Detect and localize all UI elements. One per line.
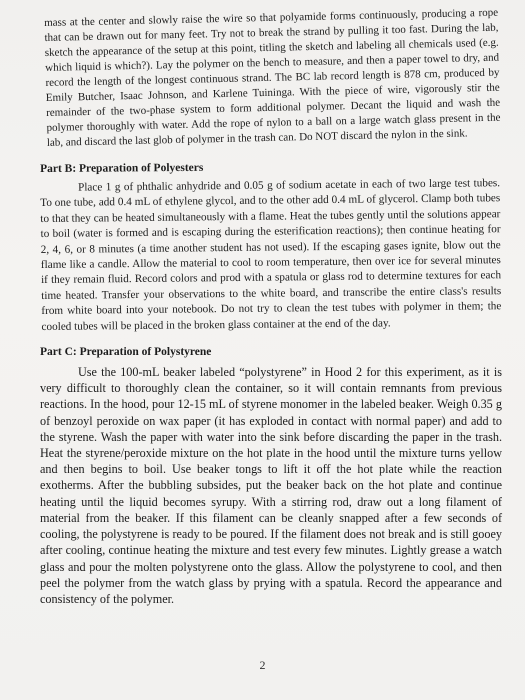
page-number: 2 (259, 658, 266, 672)
part-b-heading: Part B: Preparation of Polyesters (40, 161, 204, 175)
part-c-paragraph (40, 364, 502, 607)
part-b-text: Place 1 g of phthalic anhydride and 0.05 g of sodium acetate in each of two large test tubes. To one tube, add 0.4 mL of ethylene glycol, and to the other add 0.4 mL of glycerol. Clamp both tubes to that they can be heated simultaneously with a flame. Heat the tubes gently until the solutions appear to boil (water is formed and is escaping during the esterification reactions); then continue heating for 2, 4, 6, or 8 minutes (a time another student has not used). If the escaping gases ignite, blow out the flame like a candle. Allow the material to cool to room temperature, then over ice for several minutes if they remain fluid. Record colors and prod with a spatula or glass rod to determine textures for each time heated. Transfer your observations to the white board, and transcribe the entire class's results from white board into your notebook. Do not try to clean the test tubes with polymer in them; the cooled tubes will be placed in the broken glass container at the end of the day. (40, 177, 502, 333)
intro-paragraph: mass at the center and slowly raise the wire so that polyamide forms continuously, producing a rope that can be drawn out for many feet. Try not to break the strand by pulling it too fast. During the lab, sketch the appearance of the setup at this point, titling the sketch and labeling all chemicals used (e.g. which liquid is which?). Lay the polymer on the bench to measure, and then a paper towel to dry, and record the length of the longest continuous strand. The BC lab record length is 878 cm, produced by Emily Butcher, Isaac Johnson, and Karlene Tuininga. With the piece of wire, vigorously stir the remainder of the two-phase system to form additional polymer. Decant the liquid and wash the polymer thoroughly with water. Add the rope of nylon to a ball on a large watch glass present in the lab, and discard the last glob of polymer in the trash can. Do NOT discard the nylon in the sink. (44, 6, 501, 149)
part-b-paragraph (40, 176, 502, 335)
document-body (40, 6, 502, 607)
part-c-heading: Part C: Preparation of Polystyrene (40, 346, 212, 359)
part-c-text: Use the 100-mL beaker labeled “polystyrene” in Hood 2 for this experiment, as it is very difficult to thoroughly clean the container, so it will contain remnants from previous reactions. In the hood, pour 12-15 mL of styrene monomer in the labeled beaker. Weigh 0.35 g of benzoyl peroxide on wax paper (it has exploded in contact with normal paper) and add to the styrene. Wash the paper with water into the sink before discarding the paper in the trash. Heat the styrene/peroxide mixture on the hot plate in the hood until the mixture turns yellow and then begins to boil. Use beaker tongs to lift it off the hot plate while the reaction exotherms. After the bubbling subsides, put the beaker back on the hot plate and continue heating until the liquid becomes syrupy. With a stirring rod, draw out a long filament of material from the beaker. If this filament can be cleanly snapped after a few seconds of cooling, the polystyrene is ready to be poured. If the filament does not break and is still gooey after cooling, continue heating the mixture and test every few minutes. Lightly grease a watch glass and pour the molten polystyrene onto the glass. Allow the polystyrene to cool, and then peel the polymer from the watch glass by prying with a spatula. Record the appearance and consistency of the polymer. (40, 365, 502, 606)
